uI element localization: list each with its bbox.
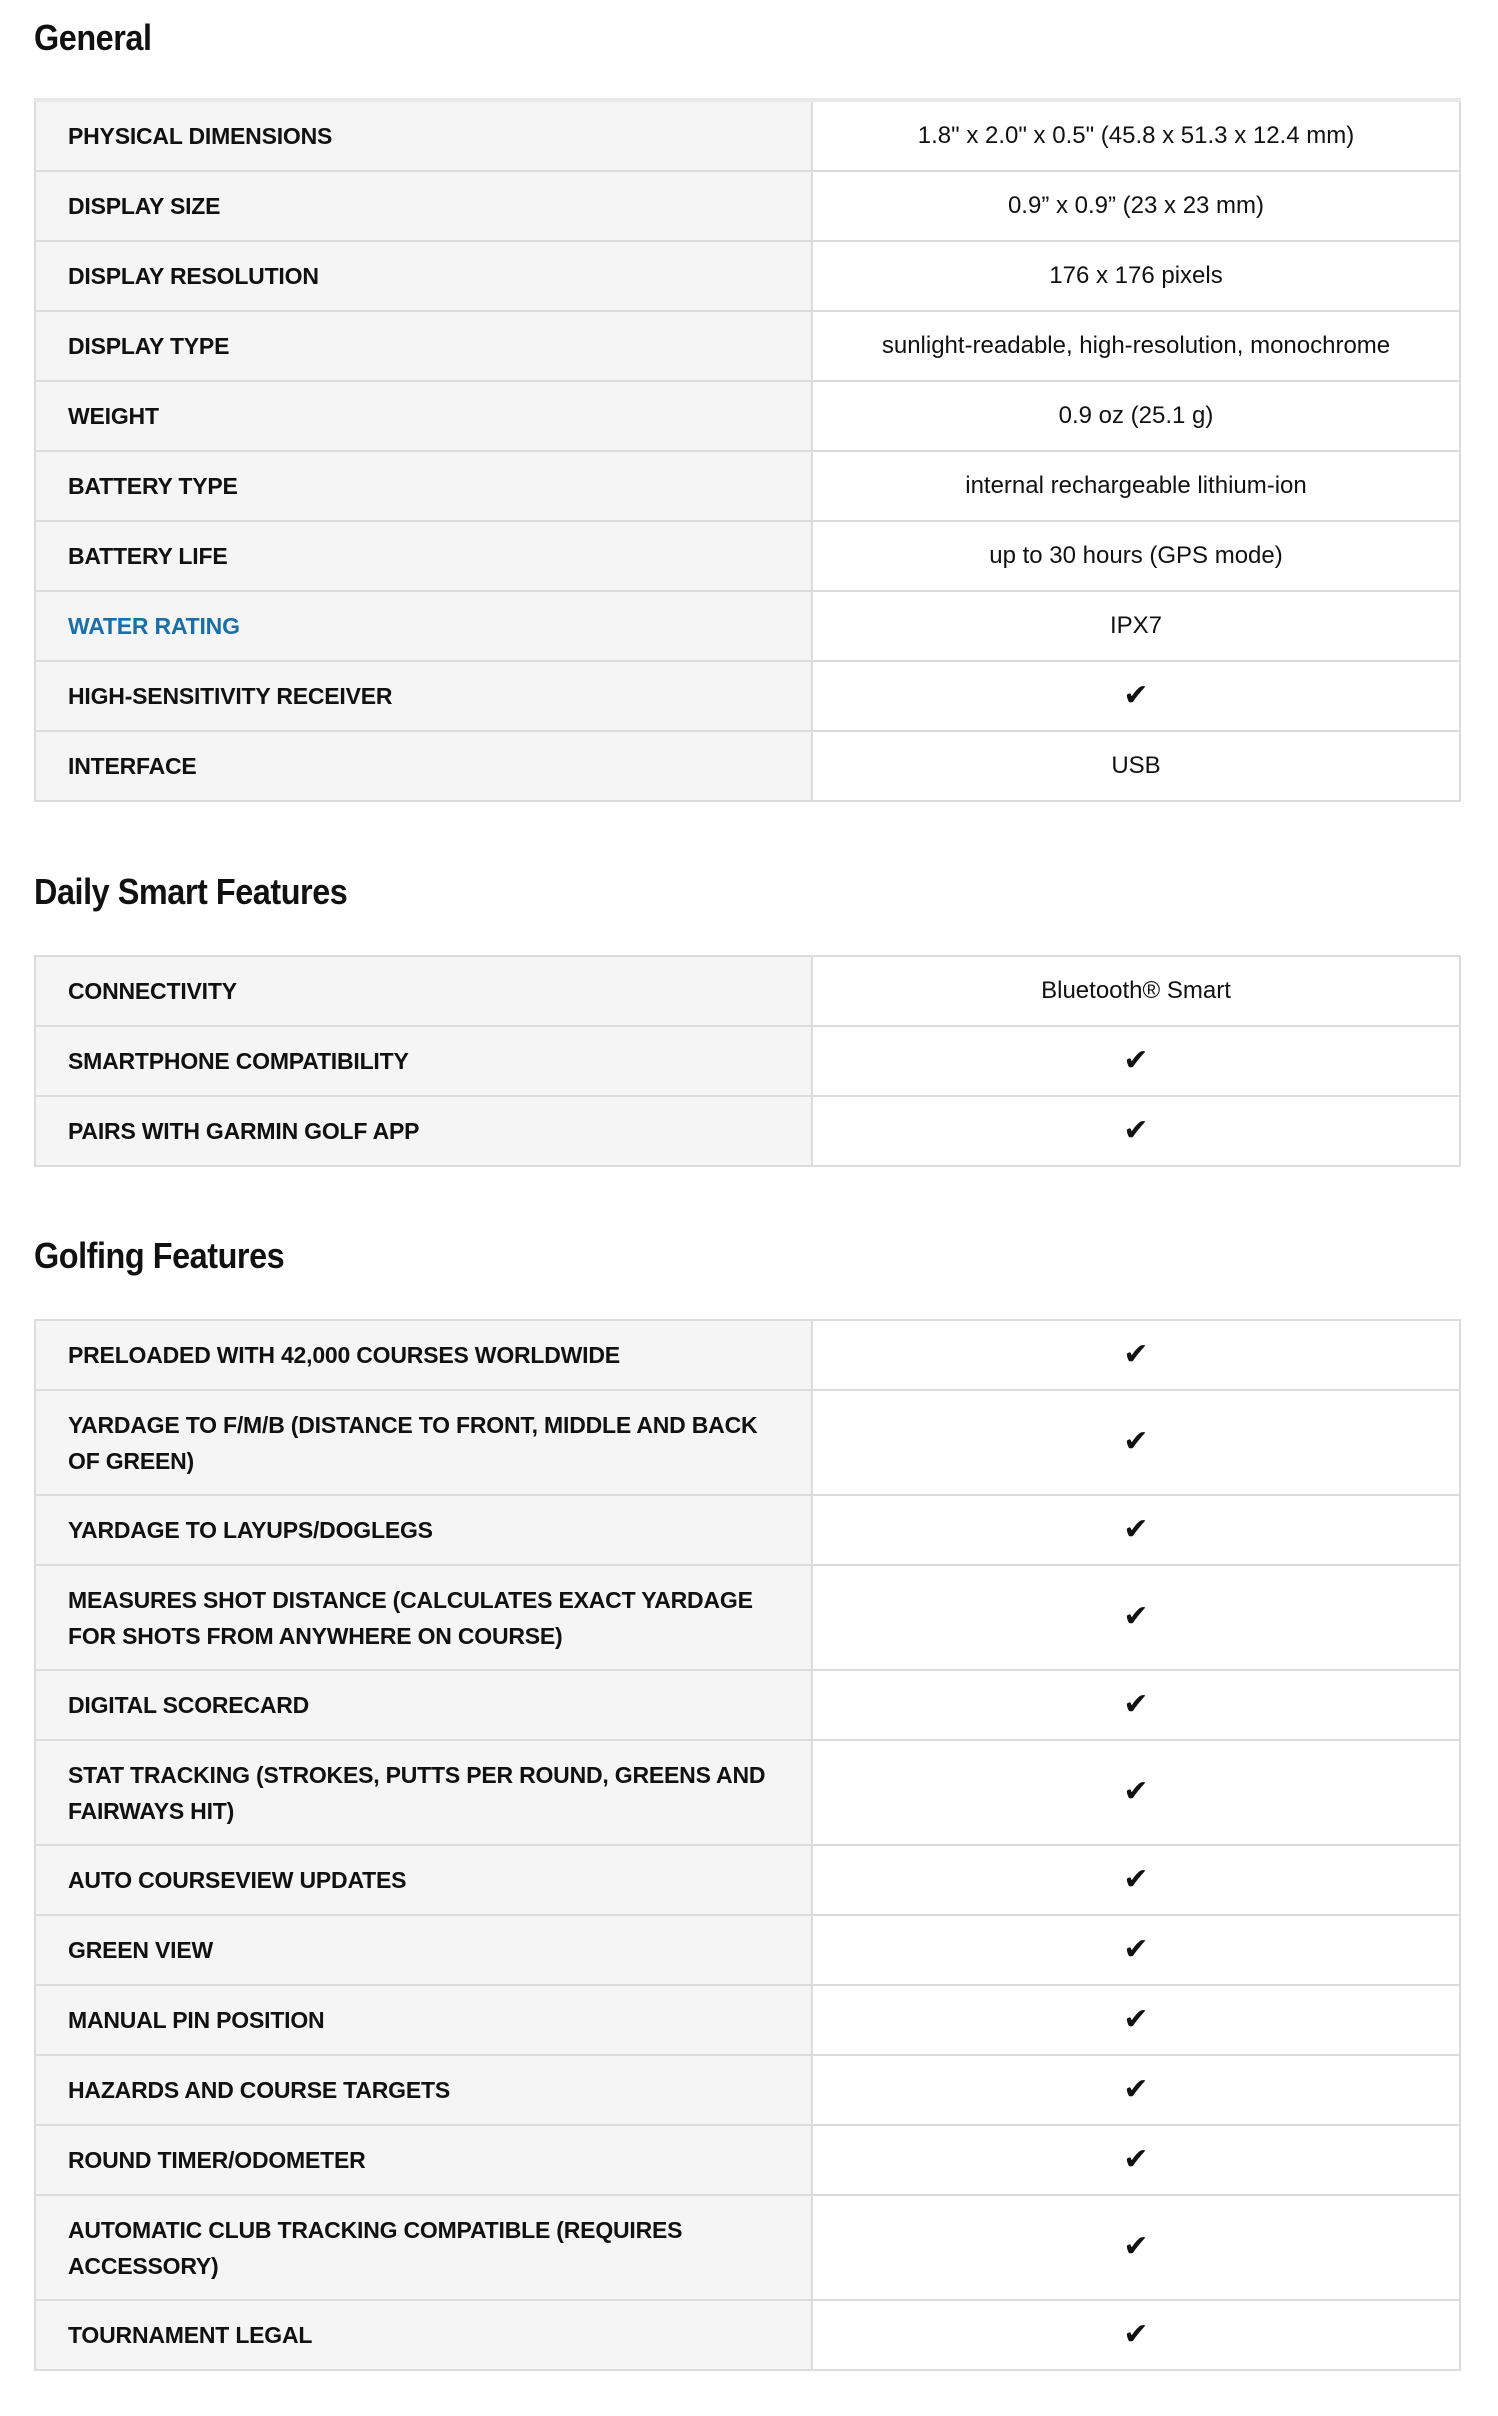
table-row <box>35 451 1460 521</box>
spec-value <box>812 2195 1460 2300</box>
spec-value: 0.9” x 0.9” (23 x 23 mm) <box>812 171 1460 241</box>
table-row <box>35 241 1460 311</box>
spec-value <box>812 1915 1460 1985</box>
spec-table-daily-smart-features <box>34 955 1461 1167</box>
checkmark-icon: ✔ <box>1123 1931 1149 1967</box>
spec-label: BATTERY LIFE <box>35 521 812 591</box>
section-title-daily-smart-features: Daily Smart Features <box>34 871 348 912</box>
table-row <box>35 1495 1460 1565</box>
spec-value <box>812 1026 1460 1096</box>
checkmark-icon: ✔ <box>1123 1861 1149 1897</box>
checkmark-icon: ✔ <box>1123 2071 1149 2107</box>
spec-value: 1.8" x 2.0" x 0.5" (45.8 x 51.3 x 12.4 mm) <box>812 100 1460 171</box>
table-row <box>35 1390 1460 1495</box>
checkmark-icon: ✔ <box>1123 1774 1149 1809</box>
table-row <box>35 1565 1460 1670</box>
table-row <box>35 1670 1460 1740</box>
spec-label: PHYSICAL DIMENSIONS <box>35 100 812 171</box>
checkmark-icon: ✔ <box>1123 1112 1149 1148</box>
checkmark-icon: ✔ <box>1123 2001 1149 2037</box>
spec-label: WEIGHT <box>35 381 812 451</box>
water-rating-link[interactable]: WATER RATING <box>35 591 812 661</box>
spec-value: IPX7 <box>812 591 1460 661</box>
spec-label: CONNECTIVITY <box>35 956 812 1026</box>
section-title-golfing-features: Golfing Features <box>34 1235 285 1276</box>
spec-label: YARDAGE TO LAYUPS/DOGLEGS <box>35 1495 812 1565</box>
table-row <box>35 731 1460 801</box>
spec-value <box>812 1740 1460 1845</box>
spec-value: 0.9 oz (25.1 g) <box>812 381 1460 451</box>
spec-value <box>812 1845 1460 1915</box>
table-row <box>35 1320 1460 1390</box>
spec-value: USB <box>812 731 1460 801</box>
spec-table-general <box>34 98 1461 802</box>
table-row <box>35 956 1460 1026</box>
spec-label: AUTO COURSEVIEW UPDATES <box>35 1845 812 1915</box>
checkmark-icon: ✔ <box>1123 1336 1149 1372</box>
spec-value <box>812 1390 1460 1495</box>
spec-value <box>812 1096 1460 1166</box>
checkmark-icon: ✔ <box>1123 1511 1149 1547</box>
spec-label: INTERFACE <box>35 731 812 801</box>
spec-value: up to 30 hours (GPS mode) <box>812 521 1460 591</box>
spec-value: 176 x 176 pixels <box>812 241 1460 311</box>
spec-label: HIGH-SENSITIVITY RECEIVER <box>35 661 812 731</box>
spec-label: BATTERY TYPE <box>35 451 812 521</box>
spec-value: internal rechargeable lithium-ion <box>812 451 1460 521</box>
table-row <box>35 1915 1460 1985</box>
spec-label: SMARTPHONE COMPATIBILITY <box>35 1026 812 1096</box>
spec-value <box>812 1495 1460 1565</box>
checkmark-icon: ✔ <box>1123 1599 1149 1634</box>
table-row <box>35 2125 1460 2195</box>
table-row <box>35 1845 1460 1915</box>
spec-value: sunlight-readable, high-resolution, monochrome <box>812 311 1460 381</box>
spec-label: GREEN VIEW <box>35 1915 812 1985</box>
checkmark-icon: ✔ <box>1123 2141 1149 2177</box>
spec-table-golfing-features <box>34 1319 1461 2371</box>
spec-label: TOURNAMENT LEGAL <box>35 2300 812 2370</box>
spec-value <box>812 2300 1460 2370</box>
spec-value <box>812 2125 1460 2195</box>
spec-label: PRELOADED WITH 42,000 COURSES WORLDWIDE <box>35 1320 812 1390</box>
spec-value: Bluetooth® Smart <box>812 956 1460 1026</box>
spec-label: DISPLAY SIZE <box>35 171 812 241</box>
checkmark-icon: ✔ <box>1123 1686 1149 1722</box>
checkmark-icon: ✔ <box>1123 1042 1149 1078</box>
spec-label: HAZARDS AND COURSE TARGETS <box>35 2055 812 2125</box>
table-row <box>35 661 1460 731</box>
table-row <box>35 100 1460 171</box>
spec-value <box>812 1670 1460 1740</box>
section-title-general: General <box>34 17 152 58</box>
spec-label: STAT TRACKING (STROKES, PUTTS PER ROUND, GREENS AND FAIRWAYS HIT) <box>35 1740 812 1845</box>
table-row <box>35 381 1460 451</box>
spec-value <box>812 1985 1460 2055</box>
spec-label: AUTOMATIC CLUB TRACKING COMPATIBLE (REQUIRES ACCESSORY) <box>35 2195 812 2300</box>
spec-label: DIGITAL SCORECARD <box>35 1670 812 1740</box>
table-row <box>35 2055 1460 2125</box>
spec-label: DISPLAY TYPE <box>35 311 812 381</box>
table-row <box>35 521 1460 591</box>
table-row <box>35 311 1460 381</box>
spec-label: DISPLAY RESOLUTION <box>35 241 812 311</box>
checkmark-icon: ✔ <box>1123 677 1149 713</box>
table-row <box>35 171 1460 241</box>
spec-label: MANUAL PIN POSITION <box>35 1985 812 2055</box>
spec-label: MEASURES SHOT DISTANCE (CALCULATES EXACT YARDAGE FOR SHOTS FROM ANYWHERE ON COURSE) <box>35 1565 812 1670</box>
checkmark-icon: ✔ <box>1123 2316 1149 2352</box>
spec-label: YARDAGE TO F/M/B (DISTANCE TO FRONT, MIDDLE AND BACK OF GREEN) <box>35 1390 812 1495</box>
spec-value <box>812 1320 1460 1390</box>
table-row <box>35 2300 1460 2370</box>
spec-value <box>812 661 1460 731</box>
table-row <box>35 1096 1460 1166</box>
table-row <box>35 1985 1460 2055</box>
table-row <box>35 1026 1460 1096</box>
checkmark-icon: ✔ <box>1123 1424 1149 1459</box>
checkmark-icon: ✔ <box>1123 2229 1149 2264</box>
table-row <box>35 1740 1460 1845</box>
spec-label: ROUND TIMER/ODOMETER <box>35 2125 812 2195</box>
table-row <box>35 2195 1460 2300</box>
spec-value <box>812 1565 1460 1670</box>
table-row <box>35 591 1460 661</box>
spec-label: PAIRS WITH GARMIN GOLF APP <box>35 1096 812 1166</box>
spec-value <box>812 2055 1460 2125</box>
